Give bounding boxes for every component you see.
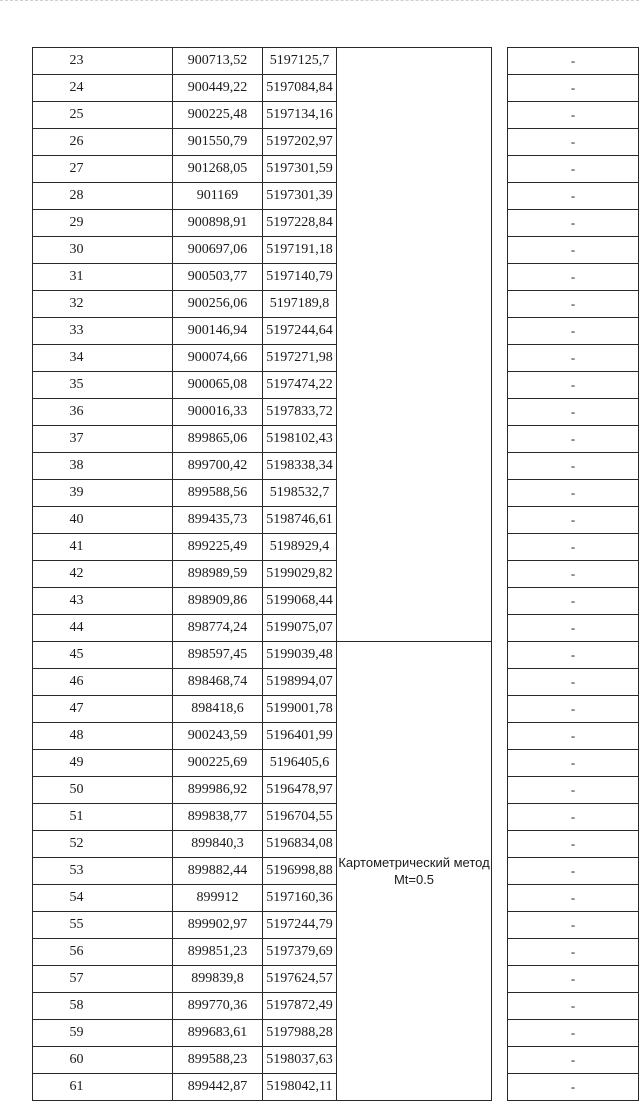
table-row — [33, 210, 639, 237]
spacer-cell — [492, 750, 508, 777]
accuracy-cell: - — [508, 912, 639, 939]
point-number: 34 — [69, 350, 84, 365]
table-row — [33, 642, 639, 669]
point-number: 48 — [69, 728, 84, 743]
table-row — [33, 183, 639, 210]
y-coordinate-cell: 5197301,59 — [263, 156, 337, 183]
table-row — [33, 507, 639, 534]
spacer-cell — [492, 939, 508, 966]
table-row — [33, 912, 639, 939]
y-coordinate-cell: 5197140,79 — [263, 264, 337, 291]
point-number-cell — [33, 939, 173, 966]
point-number: 42 — [69, 566, 84, 581]
accuracy-cell: - — [508, 885, 639, 912]
accuracy-cell: - — [508, 264, 639, 291]
point-number-cell — [33, 669, 173, 696]
point-number: 40 — [69, 512, 84, 527]
x-coordinate-cell: 899700,42 — [173, 453, 263, 480]
point-number: 50 — [69, 782, 84, 797]
y-coordinate-cell: 5197084,84 — [263, 75, 337, 102]
coordinates-table-body — [33, 48, 639, 1101]
x-coordinate-cell: 900898,91 — [173, 210, 263, 237]
accuracy-cell: - — [508, 858, 639, 885]
table-row — [33, 696, 639, 723]
point-number: 37 — [69, 431, 84, 446]
spacer-cell — [492, 1074, 508, 1101]
accuracy-cell: - — [508, 507, 639, 534]
y-coordinate-cell: 5198929,4 — [263, 534, 337, 561]
accuracy-cell: - — [508, 723, 639, 750]
point-number-cell — [33, 183, 173, 210]
y-coordinate-cell: 5197202,97 — [263, 129, 337, 156]
x-coordinate-cell: 898597,45 — [173, 642, 263, 669]
table-row — [33, 588, 639, 615]
y-coordinate-cell: 5199039,48 — [263, 642, 337, 669]
point-number: 31 — [69, 269, 84, 284]
accuracy-cell: - — [508, 48, 639, 75]
spacer-cell — [492, 426, 508, 453]
accuracy-cell: - — [508, 750, 639, 777]
point-number: 36 — [69, 404, 84, 419]
spacer-cell — [492, 777, 508, 804]
point-number: 54 — [69, 890, 84, 905]
y-coordinate-cell: 5198338,34 — [263, 453, 337, 480]
table-row — [33, 615, 639, 642]
spacer-cell — [492, 642, 508, 669]
x-coordinate-cell: 900146,94 — [173, 318, 263, 345]
point-number: 24 — [69, 80, 84, 95]
x-coordinate-cell: 899838,77 — [173, 804, 263, 831]
y-coordinate-cell: 5198042,11 — [263, 1074, 337, 1101]
point-number-cell — [33, 561, 173, 588]
accuracy-cell: - — [508, 75, 639, 102]
spacer-cell — [492, 129, 508, 156]
x-coordinate-cell: 898909,86 — [173, 588, 263, 615]
accuracy-cell: - — [508, 561, 639, 588]
table-row — [33, 804, 639, 831]
point-number: 29 — [69, 215, 84, 230]
y-coordinate-cell: 5199001,78 — [263, 696, 337, 723]
table-row — [33, 939, 639, 966]
point-number-cell — [33, 453, 173, 480]
spacer-cell — [492, 723, 508, 750]
point-number-cell — [33, 480, 173, 507]
table-row — [33, 831, 639, 858]
point-number-cell — [33, 777, 173, 804]
accuracy-cell: - — [508, 453, 639, 480]
spacer-cell — [492, 291, 508, 318]
point-number-cell — [33, 156, 173, 183]
point-number-cell — [33, 912, 173, 939]
point-number-cell — [33, 993, 173, 1020]
y-coordinate-cell: 5198102,43 — [263, 426, 337, 453]
x-coordinate-cell: 899588,23 — [173, 1047, 263, 1074]
point-number-cell — [33, 723, 173, 750]
table-row — [33, 1020, 639, 1047]
table-row — [33, 102, 639, 129]
x-coordinate-cell: 898418,6 — [173, 696, 263, 723]
spacer-cell — [492, 75, 508, 102]
table-row — [33, 480, 639, 507]
y-coordinate-cell: 5197474,22 — [263, 372, 337, 399]
spacer-cell — [492, 48, 508, 75]
x-coordinate-cell: 899435,73 — [173, 507, 263, 534]
table-row — [33, 723, 639, 750]
point-number: 23 — [69, 53, 84, 68]
x-coordinate-cell: 900016,33 — [173, 399, 263, 426]
accuracy-cell: - — [508, 1047, 639, 1074]
point-number-cell — [33, 129, 173, 156]
point-number-cell — [33, 588, 173, 615]
x-coordinate-cell: 899442,87 — [173, 1074, 263, 1101]
spacer-cell — [492, 966, 508, 993]
spacer-cell — [492, 318, 508, 345]
table-row — [33, 345, 639, 372]
accuracy-cell: - — [508, 534, 639, 561]
x-coordinate-cell: 899865,06 — [173, 426, 263, 453]
spacer-cell — [492, 858, 508, 885]
point-number-cell — [33, 237, 173, 264]
accuracy-cell: - — [508, 939, 639, 966]
point-number-cell — [33, 75, 173, 102]
table-row — [33, 750, 639, 777]
x-coordinate-cell: 899225,49 — [173, 534, 263, 561]
spacer-cell — [492, 453, 508, 480]
point-number-cell — [33, 372, 173, 399]
x-coordinate-cell: 901550,79 — [173, 129, 263, 156]
x-coordinate-cell: 899770,36 — [173, 993, 263, 1020]
accuracy-cell: - — [508, 291, 639, 318]
point-number-cell — [33, 858, 173, 885]
spacer-cell — [492, 831, 508, 858]
point-number: 35 — [69, 377, 84, 392]
point-number-cell — [33, 426, 173, 453]
x-coordinate-cell: 900697,06 — [173, 237, 263, 264]
point-number: 32 — [69, 296, 84, 311]
x-coordinate-cell: 898989,59 — [173, 561, 263, 588]
spacer-cell — [492, 237, 508, 264]
x-coordinate-cell: 898774,24 — [173, 615, 263, 642]
point-number-cell — [33, 885, 173, 912]
accuracy-cell: - — [508, 399, 639, 426]
table-row — [33, 885, 639, 912]
accuracy-cell: - — [508, 183, 639, 210]
accuracy-cell: - — [508, 696, 639, 723]
y-coordinate-cell: 5196998,88 — [263, 858, 337, 885]
point-number-cell — [33, 642, 173, 669]
point-number-cell — [33, 345, 173, 372]
accuracy-cell: - — [508, 669, 639, 696]
table-row — [33, 372, 639, 399]
x-coordinate-cell: 899902,97 — [173, 912, 263, 939]
x-coordinate-cell: 900225,69 — [173, 750, 263, 777]
point-number-cell — [33, 1047, 173, 1074]
accuracy-cell: - — [508, 210, 639, 237]
spacer-cell — [492, 534, 508, 561]
point-number-cell — [33, 291, 173, 318]
point-number-cell — [33, 318, 173, 345]
point-number-cell — [33, 534, 173, 561]
y-coordinate-cell: 5198532,7 — [263, 480, 337, 507]
y-coordinate-cell: 5198994,07 — [263, 669, 337, 696]
x-coordinate-cell: 900449,22 — [173, 75, 263, 102]
spacer-cell — [492, 183, 508, 210]
accuracy-cell: - — [508, 615, 639, 642]
spacer-cell — [492, 615, 508, 642]
y-coordinate-cell: 5197379,69 — [263, 939, 337, 966]
y-coordinate-cell: 5197244,64 — [263, 318, 337, 345]
spacer-cell — [492, 480, 508, 507]
accuracy-cell: - — [508, 237, 639, 264]
spacer-cell — [492, 264, 508, 291]
x-coordinate-cell: 900225,48 — [173, 102, 263, 129]
y-coordinate-cell: 5198037,63 — [263, 1047, 337, 1074]
spacer-cell — [492, 1020, 508, 1047]
x-coordinate-cell: 899840,3 — [173, 831, 263, 858]
table-row — [33, 129, 639, 156]
table-row — [33, 669, 639, 696]
y-coordinate-cell: 5197125,7 — [263, 48, 337, 75]
point-number: 41 — [69, 539, 84, 554]
spacer-cell — [492, 588, 508, 615]
accuracy-cell: - — [508, 642, 639, 669]
x-coordinate-cell: 900065,08 — [173, 372, 263, 399]
accuracy-cell: - — [508, 993, 639, 1020]
accuracy-cell: - — [508, 1020, 639, 1047]
point-number: 53 — [69, 863, 84, 878]
table-row — [33, 48, 639, 75]
table-row — [33, 777, 639, 804]
page-top-edge — [0, 0, 639, 11]
x-coordinate-cell: 900256,06 — [173, 291, 263, 318]
point-number: 44 — [69, 620, 84, 635]
point-number-cell — [33, 264, 173, 291]
point-number: 61 — [69, 1079, 84, 1094]
point-number: 58 — [69, 998, 84, 1013]
x-coordinate-cell: 899588,56 — [173, 480, 263, 507]
point-number: 27 — [69, 161, 84, 176]
table-row — [33, 399, 639, 426]
y-coordinate-cell: 5197624,57 — [263, 966, 337, 993]
point-number: 25 — [69, 107, 84, 122]
point-number: 59 — [69, 1025, 84, 1040]
point-number: 33 — [69, 323, 84, 338]
x-coordinate-cell: 898468,74 — [173, 669, 263, 696]
y-coordinate-cell: 5199068,44 — [263, 588, 337, 615]
table-row — [33, 237, 639, 264]
x-coordinate-cell: 901268,05 — [173, 156, 263, 183]
point-number: 26 — [69, 134, 84, 149]
spacer-cell — [492, 210, 508, 237]
x-coordinate-cell: 900713,52 — [173, 48, 263, 75]
table-row — [33, 534, 639, 561]
method-cell-empty — [337, 48, 492, 642]
spacer-cell — [492, 804, 508, 831]
point-number: 51 — [69, 809, 84, 824]
x-coordinate-cell: 899882,44 — [173, 858, 263, 885]
point-number-cell — [33, 1020, 173, 1047]
accuracy-cell: - — [508, 777, 639, 804]
y-coordinate-cell: 5197271,98 — [263, 345, 337, 372]
spacer-cell — [492, 696, 508, 723]
x-coordinate-cell: 899851,23 — [173, 939, 263, 966]
y-coordinate-cell: 5197189,8 — [263, 291, 337, 318]
accuracy-cell: - — [508, 372, 639, 399]
point-number: 52 — [69, 836, 84, 851]
point-number: 46 — [69, 674, 84, 689]
point-number-cell — [33, 399, 173, 426]
table-row — [33, 993, 639, 1020]
y-coordinate-cell: 5196834,08 — [263, 831, 337, 858]
y-coordinate-cell: 5197872,49 — [263, 993, 337, 1020]
y-coordinate-cell: 5197134,16 — [263, 102, 337, 129]
accuracy-cell: - — [508, 804, 639, 831]
accuracy-cell: - — [508, 588, 639, 615]
point-number-cell — [33, 102, 173, 129]
x-coordinate-cell: 901169 — [173, 183, 263, 210]
x-coordinate-cell: 900503,77 — [173, 264, 263, 291]
y-coordinate-cell: 5196704,55 — [263, 804, 337, 831]
table-row — [33, 1074, 639, 1101]
point-number: 28 — [69, 188, 84, 203]
table-row — [33, 318, 639, 345]
accuracy-cell: - — [508, 102, 639, 129]
accuracy-cell: - — [508, 129, 639, 156]
y-coordinate-cell: 5197988,28 — [263, 1020, 337, 1047]
spacer-cell — [492, 102, 508, 129]
point-number: 38 — [69, 458, 84, 473]
point-number: 45 — [69, 647, 84, 662]
y-coordinate-cell: 5197244,79 — [263, 912, 337, 939]
spacer-cell — [492, 669, 508, 696]
point-number-cell — [33, 750, 173, 777]
table-row — [33, 291, 639, 318]
point-number-cell — [33, 507, 173, 534]
y-coordinate-cell: 5197301,39 — [263, 183, 337, 210]
x-coordinate-cell: 899986,92 — [173, 777, 263, 804]
point-number: 56 — [69, 944, 84, 959]
spacer-cell — [492, 507, 508, 534]
x-coordinate-cell: 899912 — [173, 885, 263, 912]
x-coordinate-cell: 899683,61 — [173, 1020, 263, 1047]
point-number: 47 — [69, 701, 84, 716]
accuracy-cell: - — [508, 318, 639, 345]
x-coordinate-cell: 900243,59 — [173, 723, 263, 750]
spacer-cell — [492, 993, 508, 1020]
point-number-cell — [33, 615, 173, 642]
y-coordinate-cell: 5197160,36 — [263, 885, 337, 912]
table-row — [33, 453, 639, 480]
table-row — [33, 561, 639, 588]
accuracy-cell: - — [508, 831, 639, 858]
spacer-cell — [492, 561, 508, 588]
table-row — [33, 156, 639, 183]
y-coordinate-cell: 5197833,72 — [263, 399, 337, 426]
y-coordinate-cell: 5199075,07 — [263, 615, 337, 642]
accuracy-cell: - — [508, 480, 639, 507]
accuracy-cell: - — [508, 966, 639, 993]
y-coordinate-cell: 5196405,6 — [263, 750, 337, 777]
spacer-cell — [492, 345, 508, 372]
table-row — [33, 75, 639, 102]
x-coordinate-cell: 900074,66 — [173, 345, 263, 372]
table-row — [33, 966, 639, 993]
table-row — [33, 426, 639, 453]
point-number-cell — [33, 210, 173, 237]
spacer-cell — [492, 912, 508, 939]
accuracy-cell: - — [508, 345, 639, 372]
table-row — [33, 264, 639, 291]
point-number-cell — [33, 831, 173, 858]
accuracy-cell: - — [508, 156, 639, 183]
point-number: 57 — [69, 971, 84, 986]
point-number-cell — [33, 48, 173, 75]
table-row — [33, 858, 639, 885]
y-coordinate-cell: 5197191,18 — [263, 237, 337, 264]
y-coordinate-cell: 5198746,61 — [263, 507, 337, 534]
point-number: 49 — [69, 755, 84, 770]
coordinates-table — [32, 47, 639, 1101]
spacer-cell — [492, 399, 508, 426]
y-coordinate-cell: 5196478,97 — [263, 777, 337, 804]
point-number: 60 — [69, 1052, 84, 1067]
point-number-cell — [33, 804, 173, 831]
point-number: 30 — [69, 242, 84, 257]
x-coordinate-cell: 899839,8 — [173, 966, 263, 993]
spacer-cell — [492, 372, 508, 399]
point-number-cell — [33, 696, 173, 723]
table-row — [33, 1047, 639, 1074]
spacer-cell — [492, 1047, 508, 1074]
point-number: 43 — [69, 593, 84, 608]
y-coordinate-cell: 5196401,99 — [263, 723, 337, 750]
point-number-cell — [33, 966, 173, 993]
accuracy-cell: - — [508, 426, 639, 453]
y-coordinate-cell: 5197228,84 — [263, 210, 337, 237]
point-number: 39 — [69, 485, 84, 500]
accuracy-cell: - — [508, 1074, 639, 1101]
spacer-cell — [492, 885, 508, 912]
spacer-cell — [492, 156, 508, 183]
method-label-cell: Картометрический метод Mt=0.5 — [337, 642, 492, 1101]
point-number-cell — [33, 1074, 173, 1101]
point-number: 55 — [69, 917, 84, 932]
y-coordinate-cell: 5199029,82 — [263, 561, 337, 588]
